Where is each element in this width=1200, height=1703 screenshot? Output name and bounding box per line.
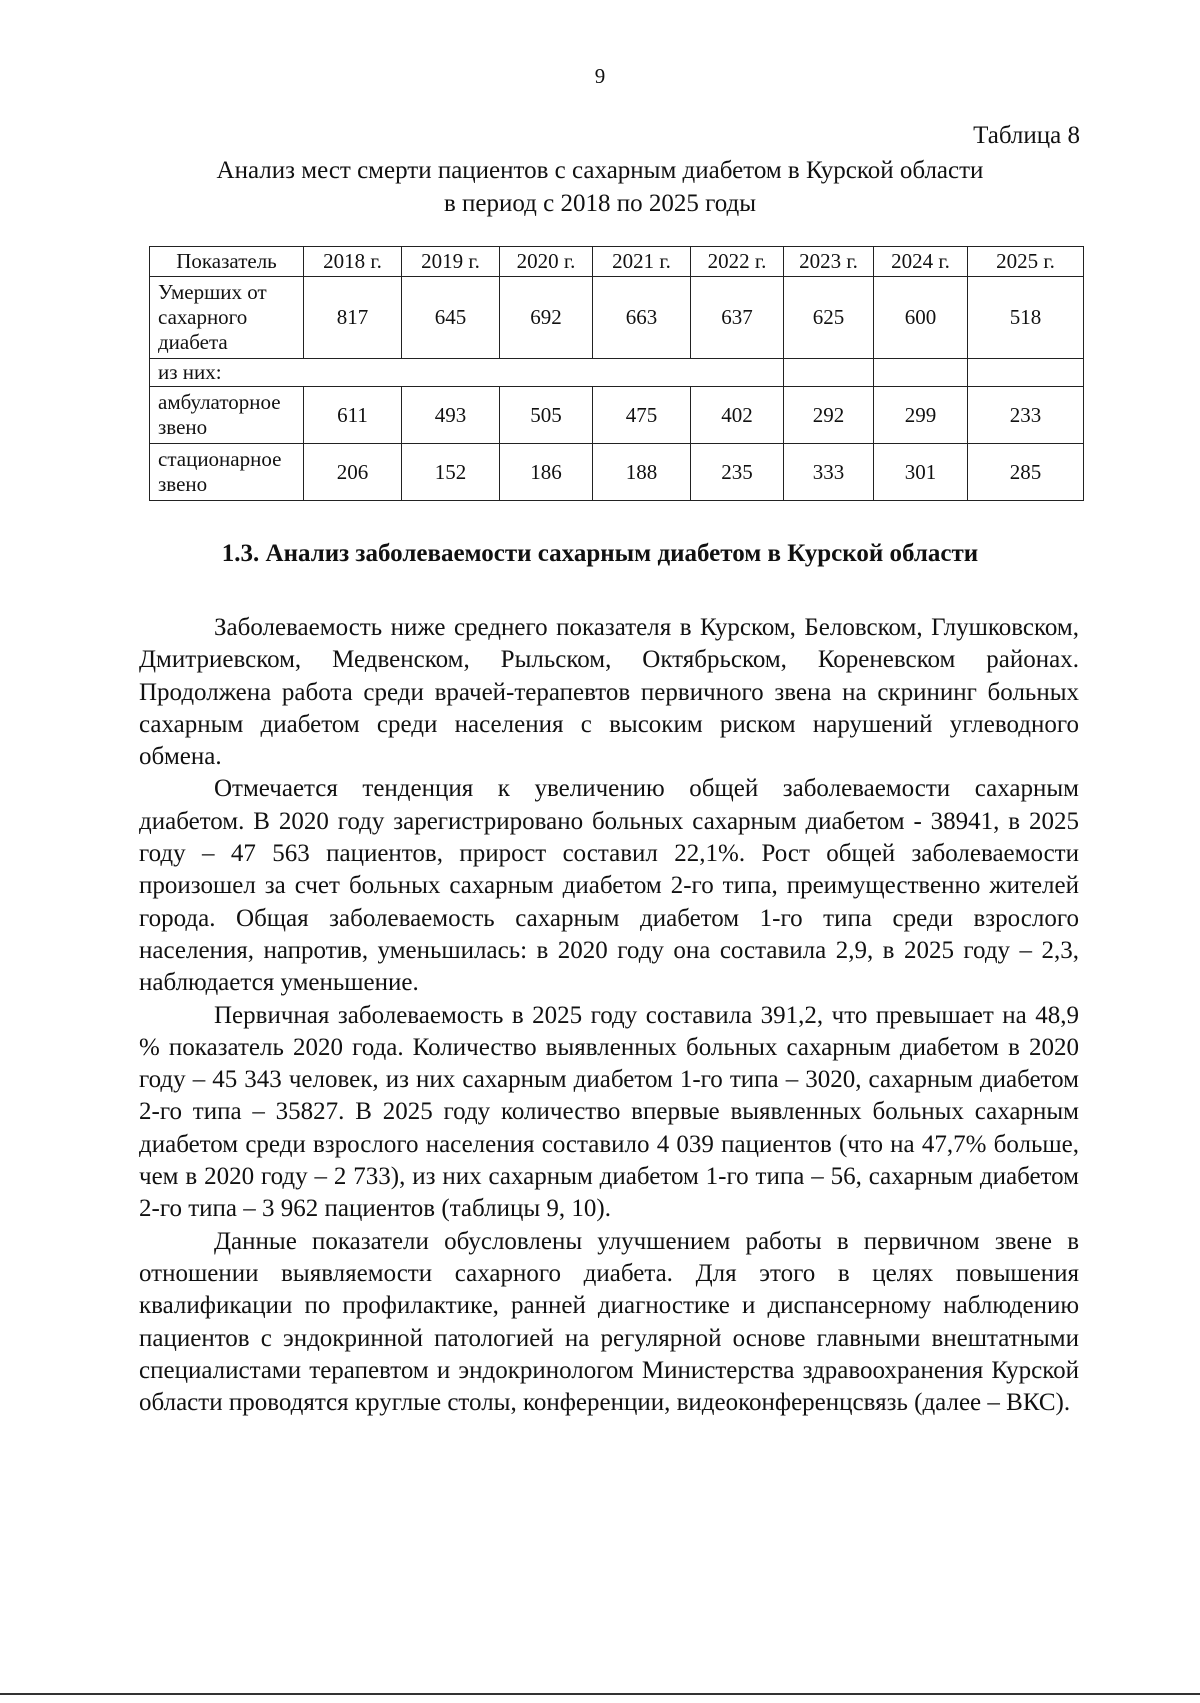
header-cell: 2020 г.	[500, 247, 593, 277]
table-cell: 186	[500, 444, 593, 501]
header-cell: 2022 г.	[691, 247, 784, 277]
row-label: амбулаторное звено	[150, 387, 304, 444]
table-title-line-2: в период с 2018 по 2025 годы	[443, 190, 757, 217]
table-cell: 475	[593, 387, 691, 444]
table-cell-empty	[968, 359, 1084, 387]
table-label: Таблица 8	[973, 122, 1080, 149]
table-cell: 292	[784, 387, 874, 444]
table-cell: 611	[304, 387, 402, 444]
paragraph: Данные показатели обусловлены улучшением работы в первичном звене в отношении выявляемости сахарного диабета. Для этого в целях повышения квалификации по профилактике, ранней диагностике и диспансерному наблюдению пациентов с эндокринной патологией на регулярной основе главными внештатными специалистами терапевтом и эндокринологом Министерства здравоохранения Курской области проводятся круглые столы, конференции, видеоконференцсвязь (далее – ВКС).	[139, 1227, 1079, 1417]
scan-edge-line	[0, 1693, 1200, 1695]
table-cell-empty	[784, 359, 874, 387]
section-heading: 1.3. Анализ заболеваемости сахарным диабетом в Курской области	[221, 540, 979, 567]
header-cell: 2019 г.	[402, 247, 500, 277]
table-cell: 625	[784, 277, 874, 359]
mortality-table	[149, 246, 1084, 501]
table-cell: 333	[784, 444, 874, 501]
page-number: 9	[594, 64, 606, 88]
table-cell: 152	[402, 444, 500, 501]
table-cell: 600	[874, 277, 968, 359]
row-label: из них:	[150, 359, 784, 387]
table-row-deaths-total	[150, 277, 1084, 359]
paragraph: Заболеваемость ниже среднего показателя в Курском, Беловском, Глушковском, Дмитриевском, Медвенском, Рыльском, Октябрьском, Кореневском районах. Продолжена работа среди врачей-терапевтов первичного звена на скрининг больных сахарным диабетом среди населения с высоким риском нарушений углеводного обмена.	[139, 614, 1079, 771]
table-cell: 692	[500, 277, 593, 359]
row-label: стационарное звено	[150, 444, 304, 501]
table-cell: 285	[968, 444, 1084, 501]
paragraph: Отмечается тенденция к увеличению общей заболеваемости сахарным диабетом. В 2020 году зарегистрировано больных сахарным диабетом - 38941, в 2025 году – 47 563 пациентов, прирост составил 22,1%. Рост общей заболеваемости произошел за счет больных сахарным диабетом 2-го типа, преимущественно жителей города. Общая заболеваемость сахарным диабетом 1-го типа среди взрослого населения, напротив, уменьшилась: в 2020 году она составила 2,9, в 2025 году – 2,3, наблюдается уменьшение.	[139, 775, 1079, 997]
table-cell: 518	[968, 277, 1084, 359]
paragraph: Первичная заболеваемость в 2025 году составила 391,2, что превышает на 48,9 % показатель 2020 года. Количество выявленных больных сахарным диабетом в 2020 году – 45 343 человек, из них сахарным диабетом 1-го типа – 3020, сахарным диабетом 2-го типа – 35827. В 2025 году количество впервые выявленных больных сахарным диабетом среди взрослого населения составило 4 039 пациентов (что на 47,7% больше, чем в 2020 году – 2 733), из них сахарным диабетом 1-го типа – 56, сахарным диабетом 2-го типа – 3 962 пациентов (таблицы 9, 10).	[139, 1001, 1079, 1223]
table-cell: 233	[968, 387, 1084, 444]
table-cell: 817	[304, 277, 402, 359]
table-cell: 402	[691, 387, 784, 444]
table-cell-empty	[874, 359, 968, 387]
table-row-inpatient	[150, 444, 1084, 501]
header-cell: 2024 г.	[874, 247, 968, 277]
table-cell: 206	[304, 444, 402, 501]
table-title-line-1: Анализ мест смерти пациентов с сахарным диабетом в Курской области	[216, 157, 984, 184]
table-cell: 663	[593, 277, 691, 359]
row-label: Умерших от сахарного диабета	[150, 277, 304, 359]
table-cell: 188	[593, 444, 691, 501]
table-header-row	[150, 247, 1084, 277]
header-cell: 2023 г.	[784, 247, 874, 277]
header-cell: Показатель	[150, 247, 304, 277]
table-cell: 235	[691, 444, 784, 501]
table-cell: 645	[402, 277, 500, 359]
table-cell: 299	[874, 387, 968, 444]
table-cell: 637	[691, 277, 784, 359]
table-cell: 493	[402, 387, 500, 444]
body-text	[139, 612, 1079, 1419]
header-cell: 2025 г.	[968, 247, 1084, 277]
header-cell: 2018 г.	[304, 247, 402, 277]
table-cell: 505	[500, 387, 593, 444]
header-cell: 2021 г.	[593, 247, 691, 277]
table-row-of-them	[150, 359, 1084, 387]
table-row-outpatient	[150, 387, 1084, 444]
table-cell: 301	[874, 444, 968, 501]
table-title	[150, 154, 1050, 220]
